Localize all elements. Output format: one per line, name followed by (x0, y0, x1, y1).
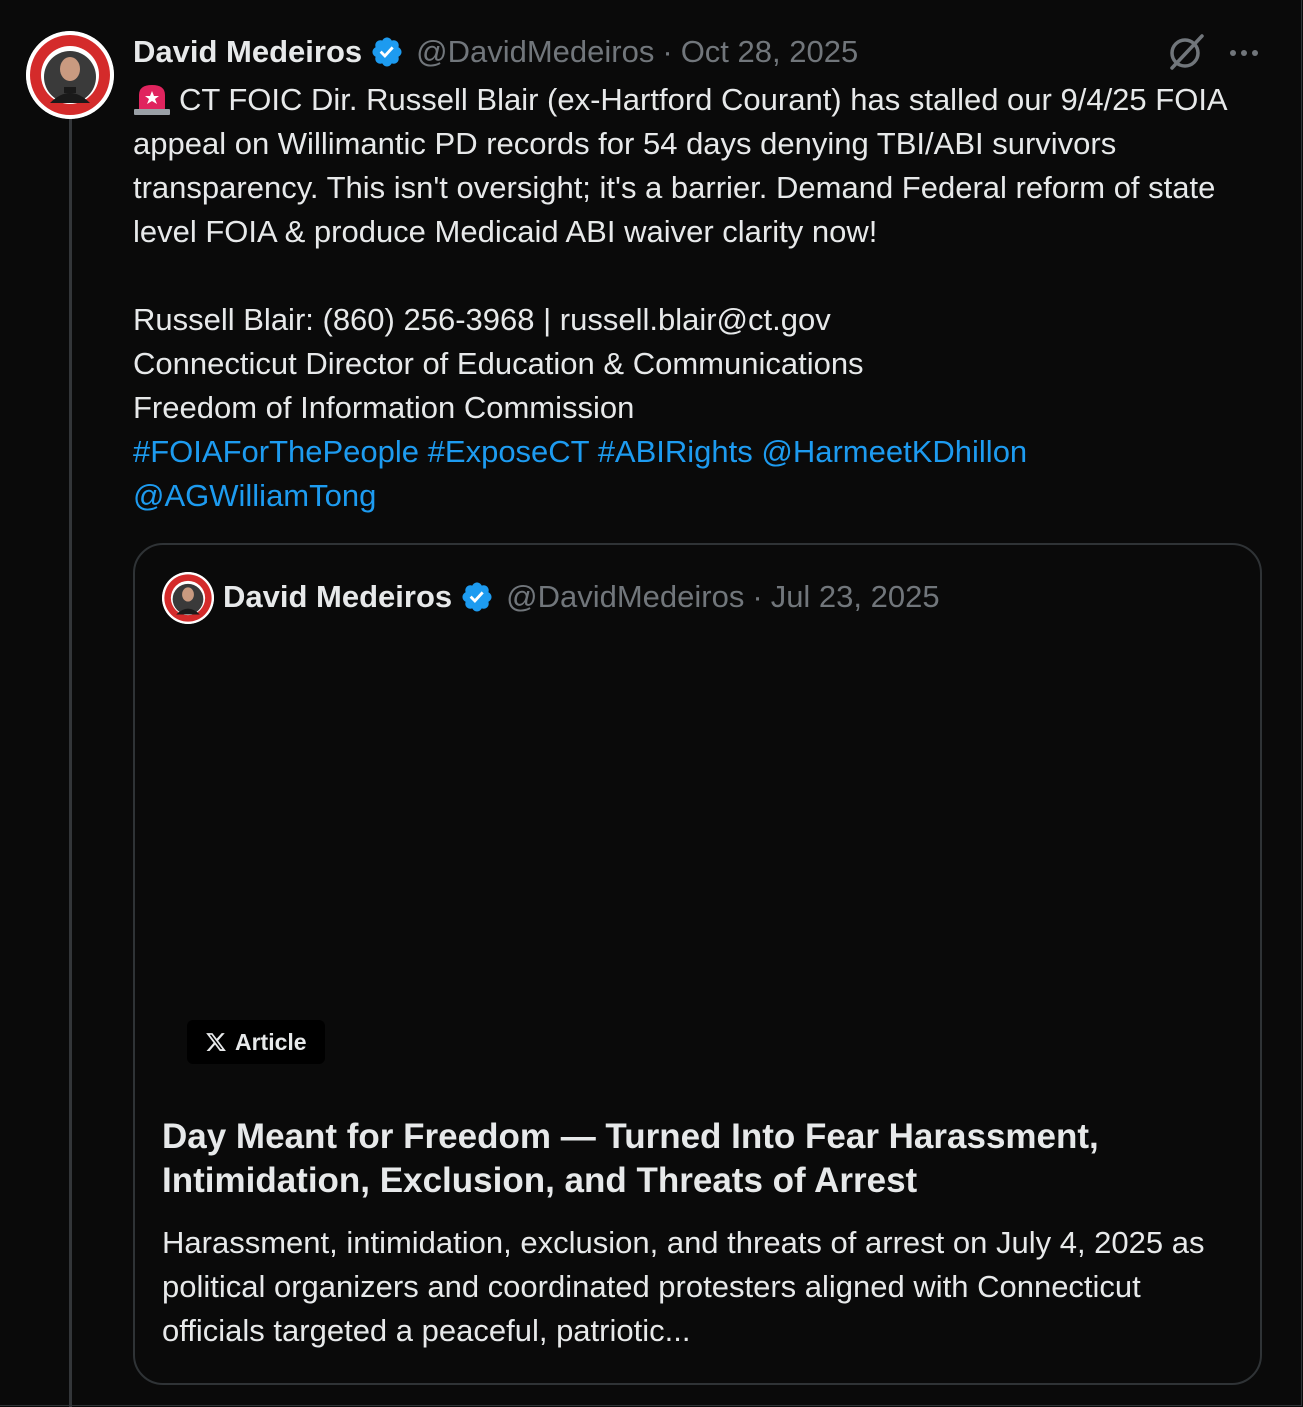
quoted-tweet-card[interactable] (133, 543, 1262, 1385)
author-avatar[interactable] (26, 31, 114, 119)
tweet-header (133, 30, 858, 74)
quoted-author-avatar[interactable] (162, 572, 214, 624)
grok-icon[interactable] (1164, 30, 1208, 74)
hashtag-abirights[interactable]: #ABIRights (597, 434, 753, 469)
quoted-tweet-date[interactable]: Jul 23, 2025 (770, 579, 940, 614)
org-line: Freedom of Information Commission (133, 390, 635, 425)
mention-harmeetkdhillon[interactable]: @HarmeetKDhillon (761, 434, 1028, 469)
tweet-date[interactable]: Oct 28, 2025 (680, 34, 859, 69)
article-badge (187, 1020, 325, 1064)
author-handle[interactable]: @DavidMedeiros (416, 34, 655, 69)
tweet-body (133, 78, 1253, 518)
quoted-author-name[interactable]: David Medeiros (223, 579, 453, 614)
separator-dot: · (752, 579, 763, 614)
x-logo-icon (205, 1031, 227, 1053)
thread-line (69, 116, 72, 1407)
quoted-tweet-header (223, 575, 940, 619)
title-line: Connecticut Director of Education & Communications (133, 346, 864, 381)
verified-badge-icon (370, 35, 404, 69)
article-badge-label: Article (235, 1028, 307, 1055)
more-options-icon[interactable] (1226, 36, 1262, 70)
mention-agwilliamtong[interactable]: @AGWilliamTong (133, 478, 377, 513)
article-title[interactable]: Day Meant for Freedom — Turned Into Fear Harassment, Intimidation, Exclusion, and Threats of Arrest (162, 1117, 1099, 1200)
quoted-author-handle[interactable]: @DavidMedeiros (506, 579, 745, 614)
siren-emoji-icon (133, 81, 171, 115)
contact-line: Russell Blair: (860) 256-3968 | russell.blair@ct.gov (133, 302, 831, 337)
separator-dot: · (662, 34, 673, 69)
article-description: Harassment, intimidation, exclusion, and threats of arrest on July 4, 2025 as political organizers and coordinated protesters aligned with Connecticut officials targeted a peaceful, patriotic... (162, 1225, 1205, 1348)
author-name[interactable]: David Medeiros (133, 34, 363, 69)
tweet-text-main: CT FOIC Dir. Russell Blair (ex-Hartford Courant) has stalled our 9/4/25 FOIA appeal on Willimantic PD records for 54 days denying TBI/ABI survivors transparency. This isn't oversight; it's a barrier. Demand Federal reform of state level FOIA & produce Medicaid ABI waiver clarity now! (133, 82, 1226, 249)
verified-badge-icon (460, 580, 494, 614)
hashtag-foiaforthepeople[interactable]: #FOIAForThePeople (133, 434, 420, 469)
hashtag-exposect[interactable]: #ExposeCT (427, 434, 590, 469)
